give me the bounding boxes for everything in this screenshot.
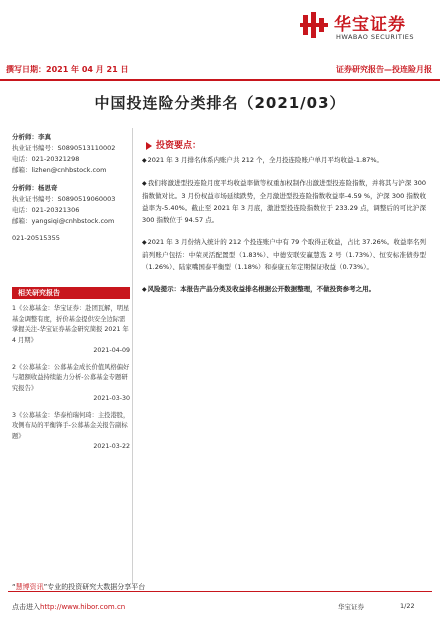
key-points-title [146,138,201,151]
related-item-date: 2021-04-09 [93,347,130,354]
analyst-1-email[interactable]: 邮箱：lizhen@cnhbstock.com [12,166,107,174]
arrow-right-icon [146,142,152,150]
analyst-2 [12,183,130,227]
footer-broker: 华宝证券 [338,603,364,611]
analyst-info [12,132,130,242]
footer-brand: 慧博资讯 [15,583,44,591]
key-point-paragraph [142,177,426,226]
risk-text: 本报告产品分类及收益排名根据公开数据整理，不做投资参考之用。 [180,285,376,293]
related-item-text: 2《公募基金：公募基金成长价值风格偏好与超额收益持续能力分析-公募基金专题研究报告》 [12,363,130,392]
analyst-2-email[interactable]: 邮箱：yangsiqi@cnhbstock.com [12,217,115,225]
company-logo [300,10,430,48]
logo-mark-icon [300,12,330,38]
related-research-header [12,287,130,299]
related-item-date: 2021-03-30 [93,395,130,402]
footer-link-prefix: 点击进入 [12,603,40,611]
footer-divider [8,591,432,592]
key-points-body [142,154,426,306]
diamond-bullet-icon: ◆ [142,180,147,187]
related-research-title: 相关研究报告 [18,289,60,297]
header-divider [0,79,440,81]
footer-link[interactable]: http://www.hibor.com.cn [40,603,126,611]
logo-text-cn: 华宝证券 [334,15,406,35]
report-date: 撰写日期：2021 年 04 月 21 日 [6,65,129,74]
key-point-paragraph [142,236,426,273]
column-divider [132,128,133,584]
related-research-list [12,304,130,459]
key-point-text: 2021 年 3 月份纳入统计的 212 个投连账户中有 79 个取得正收益，占比 37.26%。收益率名列前列账户包括：中荣灵活配置型（1.83%）、中德安联安赢慧选 2 号（1.73%）、恒安标准债券型（1.26%）、陆家嘴国泰平衡型（1.18%）和泰康五年定期保证收益（0.73%）。 [142,238,426,271]
diamond-bullet-icon: ◆ [142,239,147,246]
key-point-paragraph [142,154,426,167]
related-item[interactable] [12,411,130,453]
analyst-1-cert: 执业证书编号：S0890513110002 [12,144,116,152]
report-title: 中国投连险分类排名（2021/03） [94,94,346,112]
page-number: 1/22 [400,602,415,610]
analyst-2-cert: 执业证书编号：S0890519060003 [12,195,116,203]
contact-phone: 021-20515355 [12,234,60,242]
related-item-date: 2021-03-22 [93,443,130,450]
risk-warning [142,283,426,296]
related-item-text: 3《公募基金：华泰柏瑞何琦：主投港股，攻侧布局的平衡锋手-公募基金关报告副标题》 [12,411,130,440]
related-item[interactable] [12,363,130,405]
key-point-text: 我们将激进型投连险月度平均收益率做等权重加权制作出激进型投连险指数，并将其与沪深 300 指数做对比。3 月份权益市场延续跌势，全月激进型投连险指数收益率-4.59 %，沪深 300 指数收益率为-5.40%。截止至 2021 年 3 月底，激进型投连险指数位于 233.29 点，调整后的可比沪深 300 指数位于 94.57 点。 [142,179,426,224]
analyst-2-name: 分析师：杨思奇 [12,184,58,192]
footer-tagline: ”专业的投资研究大数据分享平台 [43,583,146,591]
footer-link-line [12,602,125,612]
diamond-bullet-icon: ◆ [142,286,147,293]
analyst-1-name: 分析师：李真 [12,133,51,141]
related-item-text: 1《公募基金：华宝证券：赴团瓦解，明星基金调整有度，折价基金提供安全边际需掌握关注-华宝证券基金研究简报 2021 年 4 月期》 [12,305,130,344]
related-item[interactable] [12,304,130,357]
risk-label: 风险提示： [147,285,181,293]
footer-quote-open: “ [12,583,16,591]
key-point-text: 2021 年 3 月排名体系内账户共 212 个，全月投连险账户单月平均收益-1.87%。 [147,156,384,164]
analyst-1-phone: 电话：021-20321298 [12,155,80,163]
key-points-label: 投资要点： [156,141,202,151]
diamond-bullet-icon: ◆ [142,157,147,164]
analyst-1 [12,132,130,176]
report-type: 证券研究报告—投连险月报 [336,65,432,74]
analyst-2-phone: 电话：021-20321306 [12,206,80,214]
logo-text-en: HWABAO SECURITIES [336,33,414,41]
